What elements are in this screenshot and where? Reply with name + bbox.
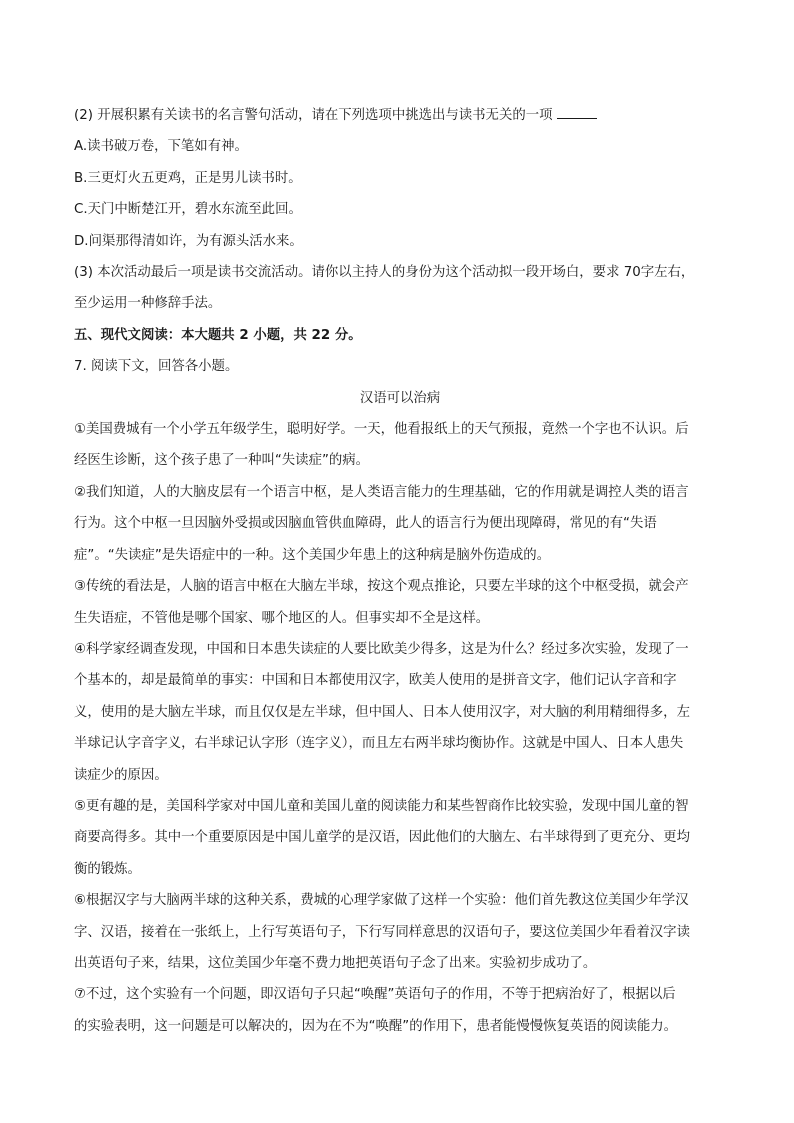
paragraph-line: 字、汉语，接着在一张纸上，上行写英语句子，下行写同样意思的汉语句子，要这位美国少年看着汉字读	[74, 924, 690, 940]
article-paragraph-1	[74, 414, 726, 477]
section-5-heading: 五、现代文阅读：本大题共 2 小题，共 22 分。	[74, 327, 362, 343]
article-title: 汉语可以治病	[359, 390, 441, 406]
paragraph-line: ②我们知道，人的大脑皮层有一个语言中枢，是人类语言能力的生理基础，它的作用就是调控人类的语言	[74, 484, 689, 500]
paragraph-line: ⑤更有趣的是，美国科学家对中国儿童和美国儿童的阅读能力和某些智商作比较实验，发现中国儿童的智	[74, 798, 689, 814]
paragraph-line: 个基本的，却是最简单的事实：中国和日本都使用汉字，欧美人使用的是拼音文字，他们记认字音和字	[74, 673, 677, 689]
paragraph-line: 商要高得多。其中一个重要原因是中国儿童学的是汉语，因此他们的大脑左、右半球得到了更充分、更均	[74, 830, 690, 846]
question-3-line: (3) 本次活动最后一项是读书交流活动。请你以主持人的身份为这个活动拟一段开场白，要求 70字左右，	[74, 265, 695, 281]
paragraph-line: 症”。“失读症”是失语症中的一种。这个美国少年患上的这种病是脑外伤造成的。	[74, 547, 551, 563]
question-2-prompt-line	[74, 100, 726, 131]
question-2-prompt: (2) 开展积累有关读书的名言警句活动，请在下列选项中挑选出与读书无关的一项	[74, 108, 553, 123]
article-paragraph-6	[74, 885, 726, 979]
article-paragraph-5	[74, 791, 726, 885]
option-c: C.天门中断楚江开，碧水东流至此回。	[74, 202, 302, 218]
article-paragraph-4	[74, 634, 726, 791]
paragraph-line: ⑦不过，这个实验有一个问题，即汉语句子只起“唤醒”英语句子的作用，不等于把病治好了，根据以后	[74, 987, 676, 1003]
paragraph-line: ⑥根据汉字与大脑两半球的这种关系，费城的心理学家做了这样一个实验：他们首先教这位美国少年学汉	[74, 893, 689, 909]
option-d: D.问渠那得清如许，为有源头活水来。	[74, 233, 303, 249]
paragraph-line: 义，使用的是大脑左半球，而且仅仅是左半球，但中国人、日本人使用汉字，对大脑的利用精细得多，左	[74, 704, 690, 720]
paragraph-line: 衡的锻炼。	[74, 861, 141, 877]
paragraph-line: 生失语症，不管他是哪个国家、哪个地区的人。但事实却不全是这样。	[74, 610, 490, 626]
option-a: A.读书破万卷，下笔如有神。	[74, 139, 248, 155]
question-3-line: 至少运用一种修辞手法。	[74, 296, 222, 312]
paragraph-line: 的实验表明，这一问题是可以解决的，因为在不为“唤醒”的作用下，患者能慢慢恢复英语的阅读能力。	[74, 1018, 678, 1034]
paragraph-line: 出英语句子来，结果，这位美国少年毫不费力地把英语句子念了出来。实验初步成功了。	[74, 955, 597, 971]
paragraph-line: ④科学家经调查发现，中国和日本患失读症的人要比欧美少得多，这是为什么？经过多次实验，发现了一	[74, 641, 689, 657]
article-paragraph-7	[74, 979, 726, 1042]
question-7-prompt: 7. 阅读下文，回答各小题。	[74, 359, 239, 375]
paragraph-line: ①美国费城有一个小学五年级学生，聪明好学。一天，他看报纸上的天气预报，竟然一个字也不认识。后	[74, 422, 689, 438]
paragraph-line: 经医生诊断，这个孩子患了一种叫“失读症”的病。	[74, 453, 370, 469]
article-paragraph-2	[74, 477, 726, 571]
answer-blank[interactable]	[557, 104, 597, 119]
paragraph-line: ③传统的看法是，人脑的语言中枢在大脑左半球，按这个观点推论，只要左半球的这个中枢受损，就会产	[74, 579, 689, 595]
option-b: B.三更灯火五更鸡，正是男儿读书时。	[74, 170, 302, 186]
article-paragraph-3	[74, 571, 726, 634]
paragraph-line: 行为。这个中枢一旦因脑外受损或因脑血管供血障碍，此人的语言行为便出现障碍，常见的有“失语	[74, 516, 657, 532]
page-content	[74, 100, 726, 1042]
paragraph-line: 读症少的原因。	[74, 767, 168, 783]
paragraph-line: 半球记认字音字义，右半球记认字形（连字义），而且左右两半球均衡协作。这就是中国人、日本人患失	[74, 736, 684, 752]
